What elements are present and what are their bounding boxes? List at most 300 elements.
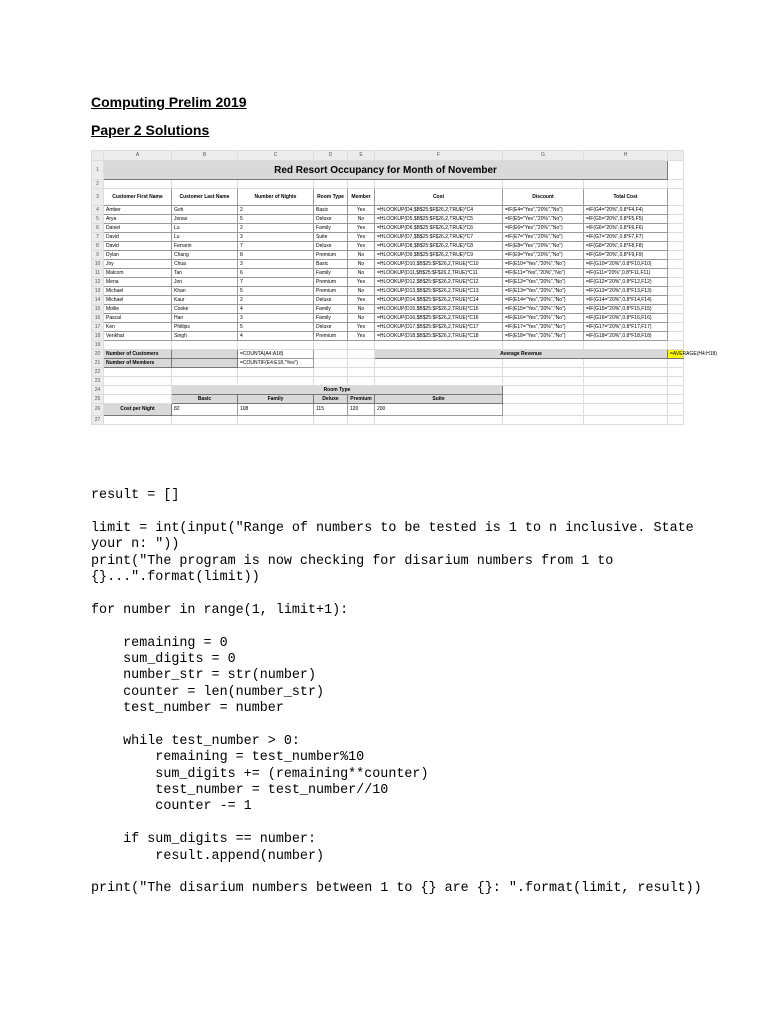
column-header: Discount (503, 189, 584, 206)
sheet-cell (238, 377, 314, 386)
data-cell: Pascal (104, 314, 172, 323)
data-cell: =HLOOKUP(D4,$B$25:$F$26,2,TRUE)*C4 (375, 206, 503, 215)
document-subtitle: Paper 2 Solutions (91, 122, 210, 138)
data-cell: 7 (238, 242, 314, 251)
code-line: limit = int(input("Range of numbers to be tested is 1 to n inclusive. State (91, 520, 694, 536)
data-cell: =IF(G4="20%",0.8*F4,F4) (584, 206, 668, 215)
data-cell: =HLOOKUP(D9,$B$25:$F$26,2,TRUE)*C9 (375, 251, 503, 260)
row-number: 16 (92, 314, 104, 323)
data-cell: Family (314, 269, 348, 278)
data-cell: 5 (238, 287, 314, 296)
data-cell: =IF(G5="20%",0.8*F5,F5) (584, 215, 668, 224)
room-type-group-label: Room Type (172, 386, 503, 395)
column-letter: D (314, 151, 348, 161)
data-cell: Goh (172, 206, 238, 215)
sheet-cell (668, 180, 684, 189)
data-cell: =HLOOKUP(D5,$B$25:$F$26,2,TRUE)*C5 (375, 215, 503, 224)
sheet-cell (348, 368, 375, 377)
sheet-cell (668, 233, 684, 242)
data-cell: Jonas (172, 215, 238, 224)
data-cell: Premium (314, 332, 348, 341)
data-cell: 7 (238, 278, 314, 287)
sheet-cell (172, 180, 238, 189)
sheet-cell (503, 386, 584, 395)
sheet-cell (104, 377, 172, 386)
sheet-cell (238, 416, 314, 425)
summary-formula: =COUNTIF(E4:E18,"Yes") (238, 359, 314, 368)
data-cell: No (348, 287, 375, 296)
sheet-cell (668, 215, 684, 224)
data-cell: =IF(E8="Yes","20%","No") (503, 242, 584, 251)
data-cell: =IF(G9="20%",0.8*F9,F9) (584, 251, 668, 260)
spreadsheet-screenshot (91, 150, 718, 452)
column-letter: F (375, 151, 503, 161)
sheet-cell (503, 416, 584, 425)
data-cell: Ken (104, 323, 172, 332)
row-number: 18 (92, 332, 104, 341)
sheet-row (92, 395, 684, 404)
sheet-cell (104, 416, 172, 425)
data-cell: No (348, 260, 375, 269)
sheet-row (92, 251, 684, 260)
cost-value: 200 (375, 404, 503, 416)
row-number: 11 (92, 269, 104, 278)
sheet-cell (668, 386, 684, 395)
sheet-cell (584, 404, 668, 416)
summary-label: Number of Customers (104, 350, 172, 359)
sheet-row (92, 161, 684, 180)
data-cell: 8 (238, 251, 314, 260)
data-cell: Deluxe (314, 296, 348, 305)
row-number: 19 (92, 341, 104, 350)
room-type-header: Premium (348, 395, 375, 404)
sheet-row (92, 404, 684, 416)
sheet-row (92, 359, 684, 368)
sheet-cell (668, 314, 684, 323)
summary-label: Average Revenue (375, 350, 668, 359)
sheet-row (92, 386, 684, 395)
sheet-row (92, 287, 684, 296)
row-number: 13 (92, 287, 104, 296)
data-cell: =IF(E5="Yes","20%","No") (503, 215, 584, 224)
sheet-cell (375, 359, 503, 368)
data-cell: Deluxe (314, 242, 348, 251)
data-cell: Chang (172, 251, 238, 260)
sheet-cell (584, 416, 668, 425)
sheet-cell (348, 341, 375, 350)
data-cell: =IF(G10="20%",0.8*F10,F10) (584, 260, 668, 269)
row-number: 1 (92, 161, 104, 180)
code-line: result = [] (91, 488, 180, 503)
column-header: Total Cost (584, 189, 668, 206)
data-cell: =IF(E9="Yes","20%","No") (503, 251, 584, 260)
code-line (91, 586, 702, 602)
data-cell: 5 (238, 323, 314, 332)
column-letter (668, 151, 684, 161)
sheet-cell (314, 377, 348, 386)
data-cell: Lu (172, 224, 238, 233)
sheet-cell (314, 368, 348, 377)
data-cell: =IF(G6="20%",0.8*F6,F6) (584, 224, 668, 233)
sheet-cell (668, 287, 684, 296)
data-cell: Premium (314, 287, 348, 296)
column-header: Number of Nights (238, 189, 314, 206)
sheet-cell (668, 260, 684, 269)
sheet-row (92, 416, 684, 425)
code-line: {}...".format(limit)) (91, 569, 260, 585)
data-cell: No (348, 215, 375, 224)
sheet-cell (238, 180, 314, 189)
sheet-cell (668, 278, 684, 287)
code-line: print("The disarium numbers between 1 to {} are {}: ".format(limit, result)) (91, 881, 702, 897)
data-cell: Venkhat (104, 332, 172, 341)
data-cell: =HLOOKUP(D14,$B$25:$F$26,2,TRUE)*C14 (375, 296, 503, 305)
room-type-header: Basic (172, 395, 238, 404)
data-cell: =IF(G17="20%",0.8*F17,F17) (584, 323, 668, 332)
room-type-header: Deluxe (314, 395, 348, 404)
spreadsheet-grid (91, 150, 718, 425)
data-cell: =HLOOKUP(D12,$B$25:$F$26,2,TRUE)*C12 (375, 278, 503, 287)
data-cell: Yes (348, 278, 375, 287)
sheet-cell (668, 189, 684, 206)
data-cell: 3 (238, 314, 314, 323)
sheet-cell (668, 377, 684, 386)
data-cell: Singh (172, 332, 238, 341)
code-line (91, 619, 702, 635)
row-number: 27 (92, 416, 104, 425)
data-cell: Premium (314, 278, 348, 287)
data-cell: =IF(G14="20%",0.8*F14,F14) (584, 296, 668, 305)
sheet-cell (668, 296, 684, 305)
code-line (91, 504, 702, 520)
data-cell: Ferrarin (172, 242, 238, 251)
sheet-cell (584, 180, 668, 189)
sheet-cell (238, 341, 314, 350)
data-cell: Tan (172, 269, 238, 278)
data-cell: Mollie (104, 305, 172, 314)
data-cell: =IF(E10="Yes","20%","No") (503, 260, 584, 269)
sheet-cell (375, 341, 503, 350)
sheet-cell (503, 404, 584, 416)
sheet-row (92, 224, 684, 233)
sheet-cell (104, 395, 172, 404)
sheet-cell (503, 359, 584, 368)
sheet-cell (348, 180, 375, 189)
data-cell: Basic (314, 206, 348, 215)
code-line: sum_digits += (remaining**counter) (91, 766, 429, 782)
sheet-cell (104, 341, 172, 350)
sheet-cell (375, 368, 503, 377)
data-cell: Premium (314, 251, 348, 260)
row-number: 21 (92, 359, 104, 368)
row-number: 9 (92, 251, 104, 260)
sheet-cell (668, 341, 684, 350)
data-cell: =IF(E14="Yes","20%","No") (503, 296, 584, 305)
sheet-cell (584, 359, 668, 368)
row-number: 25 (92, 395, 104, 404)
data-cell: Suite (314, 233, 348, 242)
data-cell: =IF(E13="Yes","20%","No") (503, 287, 584, 296)
sheet-row (92, 377, 684, 386)
data-cell: Yes (348, 332, 375, 341)
sheet-cell (314, 416, 348, 425)
code-line: while test_number > 0: (91, 733, 300, 749)
data-cell: 3 (238, 260, 314, 269)
code-line: print("The program is now checking for disarium numbers from 1 to (91, 553, 614, 569)
sheet-cell (668, 269, 684, 278)
data-cell: 3 (238, 233, 314, 242)
sheet-cell (584, 395, 668, 404)
row-number: 4 (92, 206, 104, 215)
sheet-row (92, 278, 684, 287)
sheet-cell (584, 386, 668, 395)
sheet-row (92, 189, 684, 206)
data-cell: =HLOOKUP(D15,$B$25:$F$26,2,TRUE)*C15 (375, 305, 503, 314)
sheet-cell (172, 368, 238, 377)
sheet-row (92, 269, 684, 278)
sheet-cell (348, 350, 375, 359)
row-number: 17 (92, 323, 104, 332)
sheet-cell (668, 323, 684, 332)
data-cell: Yes (348, 233, 375, 242)
data-cell: =IF(E18="Yes","20%","No") (503, 332, 584, 341)
data-cell: 2 (238, 296, 314, 305)
data-cell: David (104, 233, 172, 242)
sheet-cell (668, 161, 684, 180)
data-cell: =IF(G12="20%",0.8*F12,F12) (584, 278, 668, 287)
sheet-row (92, 323, 684, 332)
code-line (91, 816, 702, 832)
code-line: for number in range(1, limit+1): (91, 602, 349, 618)
column-letter: A (104, 151, 172, 161)
code-line: sum_digits = 0 (91, 651, 236, 667)
data-cell: =IF(E4="Yes","20%","No") (503, 206, 584, 215)
sheet-cell (503, 341, 584, 350)
sheet-cell (238, 368, 314, 377)
data-cell: No (348, 269, 375, 278)
data-cell: Kaur (172, 296, 238, 305)
data-cell: Khan (172, 287, 238, 296)
cost-value: 82 (172, 404, 238, 416)
data-cell: Daniel (104, 224, 172, 233)
row-number: 6 (92, 224, 104, 233)
data-cell: Family (314, 224, 348, 233)
sheet-row (92, 215, 684, 224)
data-cell: 4 (238, 332, 314, 341)
code-line: counter = len(number_str) (91, 684, 325, 700)
data-cell: Joy (104, 260, 172, 269)
sheet-cell (503, 377, 584, 386)
data-cell: Yes (348, 242, 375, 251)
data-cell: David (104, 242, 172, 251)
sheet-row (92, 206, 684, 215)
sheet-title: Red Resort Occupancy for Month of November (104, 161, 668, 180)
sheet-cell (668, 251, 684, 260)
data-cell: Phillips (172, 323, 238, 332)
data-cell: =IF(E17="Yes","20%","No") (503, 323, 584, 332)
data-cell: Deluxe (314, 323, 348, 332)
data-cell: =IF(E6="Yes","20%","No") (503, 224, 584, 233)
code-line (91, 865, 702, 881)
data-cell: Family (314, 314, 348, 323)
data-cell: Basic (314, 260, 348, 269)
column-letter: G (503, 151, 584, 161)
sheet-cell (104, 368, 172, 377)
sheet-cell (172, 350, 238, 359)
data-cell: No (348, 314, 375, 323)
sheet-cell (584, 341, 668, 350)
data-cell: Chua (172, 260, 238, 269)
cost-value: 120 (348, 404, 375, 416)
data-cell: Yes (348, 224, 375, 233)
data-cell: =IF(G16="20%",0.8*F16,F16) (584, 314, 668, 323)
column-letter: B (172, 151, 238, 161)
row-number: 26 (92, 404, 104, 416)
data-cell: =HLOOKUP(D16,$B$25:$F$26,2,TRUE)*C16 (375, 314, 503, 323)
data-cell: =HLOOKUP(D11,$B$25:$F$26,2,TRUE)*C11 (375, 269, 503, 278)
column-header: Customer Last Name (172, 189, 238, 206)
code-line: your n: ")) (91, 537, 180, 553)
cost-value: 115 (314, 404, 348, 416)
sheet-cell (503, 180, 584, 189)
sheet-cell (314, 341, 348, 350)
data-cell: =IF(E11="Yes","20%","No") (503, 269, 584, 278)
data-cell: Amber (104, 206, 172, 215)
sheet-cell (668, 242, 684, 251)
data-cell: Michael (104, 287, 172, 296)
column-letter: C (238, 151, 314, 161)
column-header: Room Type (314, 189, 348, 206)
document-title: Computing Prelim 2019 (91, 94, 247, 110)
sheet-corner (92, 151, 104, 161)
sheet-cell (668, 206, 684, 215)
sheet-cell (668, 395, 684, 404)
row-number: 20 (92, 350, 104, 359)
row-number: 2 (92, 180, 104, 189)
data-cell: Dylan (104, 251, 172, 260)
data-cell: =IF(G13="20%",0.8*F13,F13) (584, 287, 668, 296)
sheet-row (92, 341, 684, 350)
sheet-cell (668, 404, 684, 416)
sheet-row (92, 368, 684, 377)
room-type-header: Suite (375, 395, 503, 404)
row-number: 22 (92, 368, 104, 377)
data-cell: =IF(E12="Yes","20%","No") (503, 278, 584, 287)
sheet-cell (172, 377, 238, 386)
data-cell: 4 (238, 305, 314, 314)
data-cell: Jon (172, 278, 238, 287)
sheet-cell (104, 180, 172, 189)
data-cell: 6 (238, 269, 314, 278)
data-cell: No (348, 305, 375, 314)
data-cell: Cooke (172, 305, 238, 314)
sheet-cell (584, 377, 668, 386)
sheet-cell (668, 416, 684, 425)
code-line: if sum_digits == number: (91, 832, 316, 848)
row-number: 10 (92, 260, 104, 269)
code-line: remaining = test_number%10 (91, 750, 365, 766)
data-cell: Malcom (104, 269, 172, 278)
data-cell: =IF(G11="20%",0.8*F11,F11) (584, 269, 668, 278)
room-type-header: Family (238, 395, 314, 404)
sheet-cell (172, 341, 238, 350)
code-line: counter -= 1 (91, 799, 252, 815)
row-number: 14 (92, 296, 104, 305)
sheet-row (92, 296, 684, 305)
data-cell: 2 (238, 224, 314, 233)
sheet-row (92, 305, 684, 314)
sheet-cell (668, 368, 684, 377)
summary-formula: =COUNTA(A4:A18) (238, 350, 314, 359)
data-cell: =HLOOKUP(D18,$B$25:$F$26,2,TRUE)*C18 (375, 332, 503, 341)
column-letter: E (348, 151, 375, 161)
data-cell: No (348, 251, 375, 260)
cost-per-night-label: Cost per Night (104, 404, 172, 416)
sheet-cell (584, 368, 668, 377)
row-number: 24 (92, 386, 104, 395)
sheet-cell (314, 350, 348, 359)
sheet-cell (314, 359, 348, 368)
column-letter: H (584, 151, 668, 161)
sheet-cell (348, 416, 375, 425)
row-number: 23 (92, 377, 104, 386)
data-cell: =IF(G18="20%",0.8*F18,F18) (584, 332, 668, 341)
sheet-cell (172, 359, 238, 368)
code-line: result.append(number) (91, 848, 325, 864)
data-cell: =IF(G8="20%",0.8*F8,F8) (584, 242, 668, 251)
sheet-cell (668, 332, 684, 341)
data-cell: Deluxe (314, 215, 348, 224)
data-cell: Arya (104, 215, 172, 224)
data-cell: =HLOOKUP(D13,$B$25:$F$26,2,TRUE)*C13 (375, 287, 503, 296)
row-number: 5 (92, 215, 104, 224)
code-line: test_number = test_number//10 (91, 783, 389, 799)
column-header: Cost (375, 189, 503, 206)
data-cell: =IF(E16="Yes","20%","No") (503, 314, 584, 323)
sheet-cell (668, 224, 684, 233)
data-cell: =IF(G7="20%",0.8*F7,F7) (584, 233, 668, 242)
sheet-cell (348, 359, 375, 368)
python-code-listing (91, 488, 702, 898)
data-cell: =HLOOKUP(D7,$B$25:$F$26,2,TRUE)*C7 (375, 233, 503, 242)
data-cell: =IF(E15="Yes","20%","No") (503, 305, 584, 314)
code-line (91, 717, 702, 733)
data-cell: =HLOOKUP(D17,$B$25:$F$26,2,TRUE)*C17 (375, 323, 503, 332)
data-cell: Mena (104, 278, 172, 287)
data-cell: Yes (348, 296, 375, 305)
sheet-row (92, 350, 684, 359)
data-cell: 5 (238, 215, 314, 224)
row-number: 8 (92, 242, 104, 251)
sheet-cell (668, 359, 684, 368)
sheet-cell (172, 416, 238, 425)
sheet-row (92, 242, 684, 251)
sheet-cell (375, 377, 503, 386)
sheet-row (92, 332, 684, 341)
sheet-cell (314, 180, 348, 189)
column-header: Member (348, 189, 375, 206)
row-number: 12 (92, 278, 104, 287)
summary-label: Number of Members (104, 359, 172, 368)
data-cell: Michael (104, 296, 172, 305)
cost-value: 108 (238, 404, 314, 416)
data-cell: Family (314, 305, 348, 314)
data-cell: Lu (172, 233, 238, 242)
data-cell: =HLOOKUP(D10,$B$25:$F$26,2,TRUE)*C10 (375, 260, 503, 269)
sheet-cell (503, 368, 584, 377)
data-cell: Han (172, 314, 238, 323)
row-number: 7 (92, 233, 104, 242)
